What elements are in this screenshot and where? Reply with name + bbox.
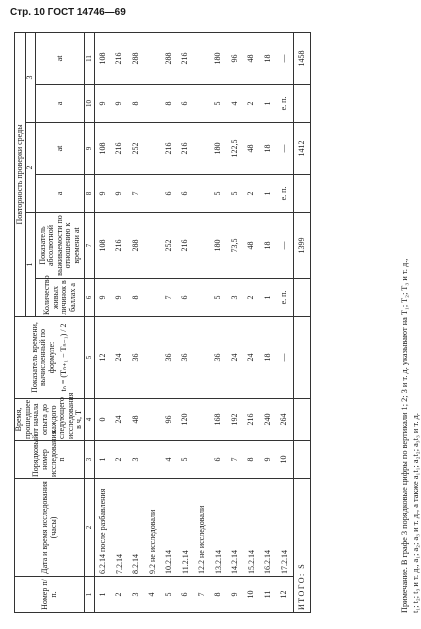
table-cell — [145, 175, 162, 213]
table-cell: 2 — [112, 441, 129, 479]
table-cell: 5 — [161, 577, 178, 613]
table-cell: 9 — [95, 175, 112, 213]
table-cell: 9 — [112, 85, 129, 123]
table-cell — [194, 317, 211, 399]
table-cell — [145, 123, 162, 175]
total-empty — [294, 441, 311, 479]
table-cell: 11.2.14 — [178, 479, 195, 577]
header-repeat-2: 2 — [25, 123, 36, 213]
table-cell — [145, 317, 162, 399]
table-cell — [145, 85, 162, 123]
table-cell: 180 — [211, 123, 228, 175]
table-cell: 2 — [112, 577, 129, 613]
table-cell: 9 — [112, 279, 129, 317]
table-cell — [194, 175, 211, 213]
column-number: 2 — [85, 479, 95, 577]
header-larvae-count: Количество живых личинок в баллах a — [36, 279, 85, 317]
table-cell: 73,5 — [227, 213, 244, 279]
table-cell: 24 — [227, 317, 244, 399]
table-cell: 24 — [112, 399, 129, 441]
header-repeat-1: 1 — [25, 213, 36, 317]
table-cell: 5 — [211, 175, 228, 213]
table-cell: 36 — [161, 317, 178, 399]
table-cell: 24 — [112, 317, 129, 399]
table-cell: 288 — [128, 213, 145, 279]
table-cell — [194, 441, 211, 479]
table-cell: 36 — [128, 317, 145, 399]
header-time-index-formula: tₙ = (Tₙ₊₁ − Tₙ₋₁) / 2 — [58, 323, 68, 392]
table-cell: 1 — [260, 175, 277, 213]
table-cell: 7 — [128, 175, 145, 213]
header-time-index-text: Показатель времени, вычисленный по формуле: — [29, 322, 56, 393]
header-order: Порядковый номер исследования n — [15, 441, 85, 479]
total-empty — [294, 279, 311, 317]
table-cell: 7 — [161, 279, 178, 317]
table-cell: 180 — [211, 213, 228, 279]
page-header-text: Стр. 10 ГОСТ 14746—69 — [10, 7, 126, 18]
total-empty — [294, 399, 311, 441]
table-cell: 4 — [145, 577, 162, 613]
table-cell: е. п. — [277, 175, 294, 213]
column-number: 9 — [85, 123, 95, 175]
table-cell: 5 — [211, 279, 228, 317]
header-survival-index: Показатель абсолютной выживаемости по отношению к времени at — [36, 213, 85, 279]
table-cell: 216 — [112, 123, 129, 175]
table-cell — [145, 441, 162, 479]
table-cell: 11 — [260, 577, 277, 613]
table-row — [244, 32, 261, 612]
table-cell: 180 — [211, 32, 228, 84]
table-cell: 4 — [227, 85, 244, 123]
column-number: 4 — [85, 399, 95, 441]
table-cell: 5 — [178, 441, 195, 479]
table-cell: 6 — [178, 85, 195, 123]
table-cell: 3 — [227, 279, 244, 317]
table-cell — [194, 85, 211, 123]
header-a-2: a — [36, 175, 85, 213]
table-cell: 12.2 не исследовали — [194, 479, 211, 577]
table-cell: 6 — [178, 279, 195, 317]
table-cell — [194, 279, 211, 317]
table-cell — [194, 213, 211, 279]
table-cell: 108 — [95, 32, 112, 84]
table-cell: 7.2.14 — [112, 479, 129, 577]
table-row — [260, 32, 277, 612]
table-row — [112, 32, 129, 612]
footnote-line-1: Примечание. В графе 3 порядковые цифры по вертикали 1; 2; 3 и т. д. указывают на T₁; T₂; T₃ и т. д., — [400, 258, 409, 613]
total-empty — [294, 175, 311, 213]
table-cell: 48 — [244, 213, 261, 279]
table-cell: е. п. — [277, 279, 294, 317]
table-cell — [194, 123, 211, 175]
table-cell: 7 — [194, 577, 211, 613]
column-number-row — [85, 32, 95, 612]
table-cell: 216 — [178, 213, 195, 279]
table-cell: — — [277, 213, 294, 279]
table-cell: — — [277, 32, 294, 84]
table-cell: 8 — [161, 85, 178, 123]
footnote-line-2: t₁; t₂; t₃ и т. д., a₁; a₂; a₃ и т. д., а также a₁t₁; a₂t₂; a₃t₃ и т. д. — [411, 413, 420, 613]
table-cell: 6 — [178, 577, 195, 613]
total-label: ИТОГО: S — [294, 479, 311, 613]
table-cell: 16.2.14 — [260, 479, 277, 577]
table-cell: 2 — [244, 85, 261, 123]
table-row — [178, 32, 195, 612]
table-cell: 10 — [277, 441, 294, 479]
table-cell: 4 — [161, 441, 178, 479]
table-cell — [194, 32, 211, 84]
table-cell: 3 — [128, 441, 145, 479]
table-cell: 216 — [244, 399, 261, 441]
table-cell: 96 — [227, 32, 244, 84]
table-row — [145, 32, 162, 612]
table-cell: 6 — [178, 175, 195, 213]
table-cell: 48 — [244, 32, 261, 84]
table-cell: 9.2 не исследовали — [145, 479, 162, 577]
header-at-3: at — [36, 32, 85, 84]
table-cell: 18 — [260, 32, 277, 84]
table-row — [161, 32, 178, 612]
table-cell: 3 — [128, 577, 145, 613]
table-cell: 15.2.14 — [244, 479, 261, 577]
table-body — [95, 32, 294, 612]
table-cell: 7 — [227, 441, 244, 479]
total-empty — [294, 85, 311, 123]
total-empty — [294, 317, 311, 399]
table-cell: 6 — [211, 441, 228, 479]
table-cell: 10 — [244, 577, 261, 613]
column-number: 11 — [85, 32, 95, 84]
table-row — [227, 32, 244, 612]
table-cell: 13.2.14 — [211, 479, 228, 577]
table-row — [194, 32, 211, 612]
table-cell: 36 — [211, 317, 228, 399]
header-repeat-3: 3 — [25, 32, 36, 122]
table-cell: 6.2.14 после разбавления — [95, 479, 112, 577]
header-time-index — [15, 317, 85, 399]
table-cell: 216 — [178, 123, 195, 175]
table-cell — [145, 399, 162, 441]
table-cell: 14.2.14 — [227, 479, 244, 577]
table-row — [277, 32, 294, 612]
table-cell: 18 — [260, 123, 277, 175]
table-cell: 8 — [244, 441, 261, 479]
rotated-table-container — [14, 33, 399, 613]
table-cell — [194, 399, 211, 441]
column-number: 8 — [85, 175, 95, 213]
table-cell: 5 — [211, 85, 228, 123]
table-cell: 9 — [95, 85, 112, 123]
table-cell: 108 — [95, 123, 112, 175]
table-cell: 216 — [112, 213, 129, 279]
table-cell: 10.2.14 — [161, 479, 178, 577]
table-cell: 9 — [95, 279, 112, 317]
table-cell: 216 — [112, 32, 129, 84]
total-row — [294, 32, 311, 612]
table-cell: 1 — [95, 441, 112, 479]
total-survival-3: 1458 — [294, 32, 311, 84]
table-cell: 48 — [128, 399, 145, 441]
table-cell: 216 — [161, 123, 178, 175]
table-cell: 1 — [260, 85, 277, 123]
table-cell: 2 — [244, 279, 261, 317]
table-cell: 252 — [161, 213, 178, 279]
page-header — [10, 7, 405, 27]
survival-table — [14, 32, 311, 613]
table-cell: 48 — [244, 123, 261, 175]
header-elapsed: Время, прошедшее от начала опыта до каждого следующего исследования в ч, T — [14, 392, 84, 439]
column-number: 6 — [85, 279, 95, 317]
table-cell: 2 — [244, 175, 261, 213]
table-cell: 24 — [244, 317, 261, 399]
table-cell: 240 — [260, 399, 277, 441]
table-cell: 168 — [211, 399, 228, 441]
table-cell: 288 — [128, 32, 145, 84]
table-cell: — — [277, 123, 294, 175]
table-cell: 6 — [161, 175, 178, 213]
table-cell: 36 — [178, 317, 195, 399]
table-cell: 122,5 — [227, 123, 244, 175]
column-number: 1 — [85, 577, 95, 613]
table-cell: 5 — [227, 175, 244, 213]
footnote — [399, 33, 421, 613]
column-number: 7 — [85, 213, 95, 279]
table-cell: 9 — [112, 175, 129, 213]
table-cell: 108 — [95, 213, 112, 279]
header-at-2: at — [36, 123, 85, 175]
header-date: Дата и время исследования (часы) — [15, 479, 85, 577]
total-survival-2: 1412 — [294, 123, 311, 175]
header-repeat-group: Повторность проверки среды — [15, 32, 26, 316]
table-cell — [145, 279, 162, 317]
table-cell: 12 — [95, 317, 112, 399]
table-cell: 252 — [128, 123, 145, 175]
total-survival-1: 1399 — [294, 213, 311, 279]
table-cell: 1 — [95, 577, 112, 613]
table-cell: 8 — [128, 279, 145, 317]
table-cell: 264 — [277, 399, 294, 441]
column-number: 5 — [85, 317, 95, 399]
column-number: 10 — [85, 85, 95, 123]
header-number: Номер п/п. — [15, 577, 85, 613]
table-cell: 120 — [178, 399, 195, 441]
table-row — [211, 32, 228, 612]
table-cell: 9 — [260, 441, 277, 479]
table-cell: е. п. — [277, 85, 294, 123]
table-cell — [145, 213, 162, 279]
table-cell: 18 — [260, 213, 277, 279]
table-cell: 8.2.14 — [128, 479, 145, 577]
table-row — [128, 32, 145, 612]
table-cell: 12 — [277, 577, 294, 613]
table-cell — [145, 32, 162, 84]
table-cell: 9 — [227, 577, 244, 613]
table-cell: 0 — [95, 399, 112, 441]
table-row — [95, 32, 112, 612]
table-cell: — — [277, 317, 294, 399]
table-cell: 17.2.14 — [277, 479, 294, 577]
column-number: 3 — [85, 441, 95, 479]
table-cell: 18 — [260, 317, 277, 399]
table-cell: 8 — [211, 577, 228, 613]
table-cell: 96 — [161, 399, 178, 441]
table-cell: 216 — [178, 32, 195, 84]
table-cell: 192 — [227, 399, 244, 441]
table-cell: 8 — [128, 85, 145, 123]
table-cell: 288 — [161, 32, 178, 84]
header-a-3: a — [36, 85, 85, 123]
table-cell: 1 — [260, 279, 277, 317]
